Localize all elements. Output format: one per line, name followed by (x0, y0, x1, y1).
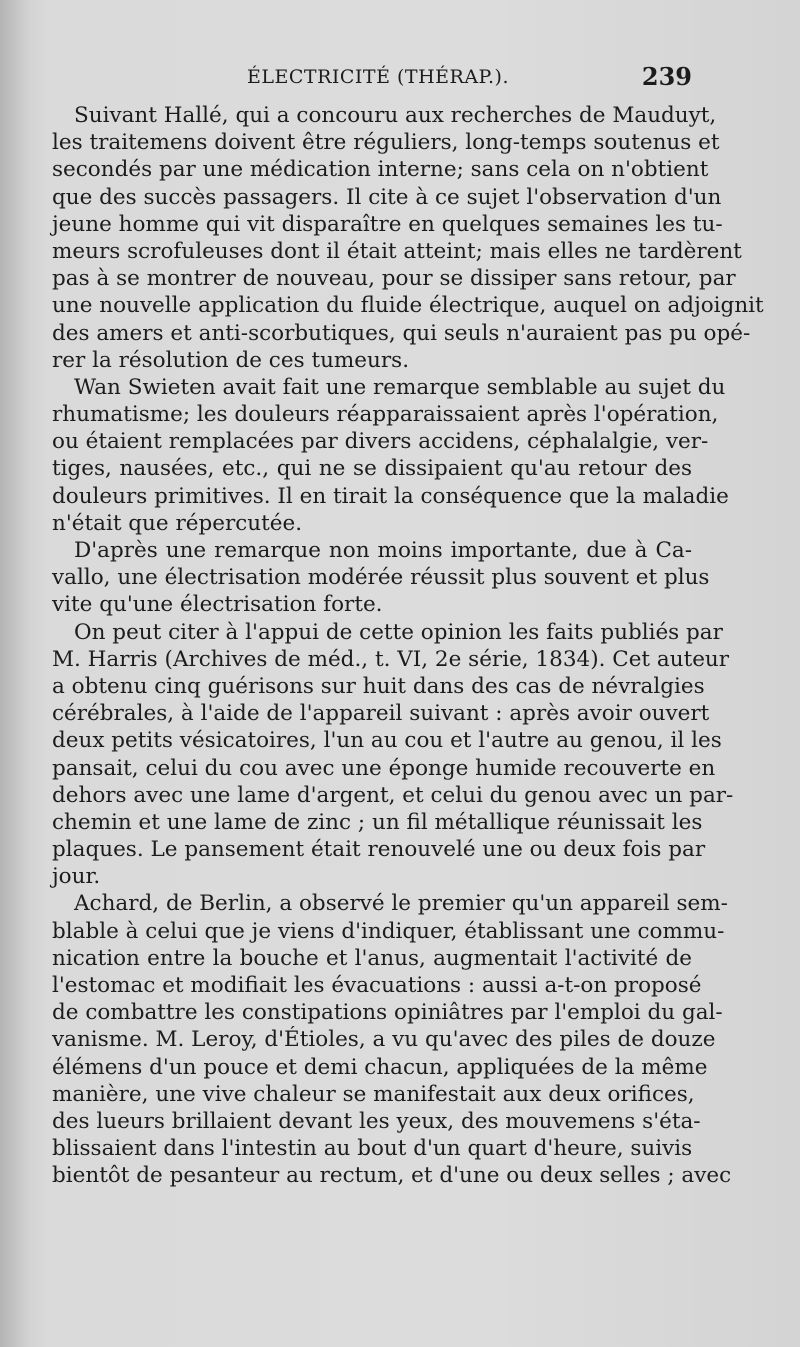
text-line: l'estomac et modifiait les évacuations : aussi a-t-on proposé (52, 973, 702, 998)
text-line: tiges, nausées, etc., qui ne se dissipaient qu'au retour des (52, 456, 692, 482)
running-head: ÉLECTRICITÉ (THÉRAP.). (247, 66, 509, 88)
text-line: une nouvelle application du fluide électrique, auquel on adjoignit (52, 293, 764, 319)
text-line: meurs scrofuleuses dont il était atteint; mais elles ne tardèrent (52, 238, 742, 264)
text-line: n'était que répercutée. (52, 510, 303, 536)
text-line: manière, une vive chaleur se manifestait aux deux orifices, (52, 1081, 695, 1107)
text-line: élémens d'un pouce et demi chacun, appliquées de la même (52, 1054, 708, 1080)
text-line: Wan Swieten avait fait une remarque semblable au sujet du (74, 374, 726, 400)
text-line: jour. (52, 864, 101, 890)
text-line: cérébrales, à l'aide de l'appareil suivant : après avoir ouvert (52, 701, 710, 727)
text-line: pas à se montrer de nouveau, pour se dissiper sans retour, par (52, 266, 736, 292)
text-line: nication entre la bouche et l'anus, augmentait l'activité de (52, 945, 692, 971)
text-line: des lueurs brillaient devant les yeux, des mouvemens s'éta- (52, 1108, 701, 1134)
text-line: plaques. Le pansement était renouvelé une ou deux fois par (52, 837, 706, 863)
text-line: des amers et anti-scorbutiques, qui seuls n'auraient pas pu opé- (52, 320, 751, 346)
text-line: D'après une remarque non moins importante, due à Ca- (74, 538, 692, 563)
text-line: vite qu'une électrisation forte. (52, 592, 383, 618)
text-line: vallo, une électrisation modérée réussit plus souvent et plus (52, 565, 710, 591)
text-line: secondés par une médication interne; sans cela on n'obtient (52, 157, 709, 183)
text-line: pansait, celui du cou avec une éponge humide recouverte en (52, 755, 716, 781)
text-line: rer la résolution de ces tumeurs. (52, 347, 410, 373)
text-line: deux petits vésicatoires, l'un au cou et l'autre au genou, il les (52, 728, 722, 754)
text-line: Achard, de Berlin, a observé le premier qu'un appareil sem- (74, 891, 728, 917)
text-line: de combattre les constipations opiniâtres par l'emploi du gal- (52, 1000, 723, 1026)
text-line: vanisme. M. Leroy, d'Étioles, a vu qu'avec des piles de douze (52, 1027, 716, 1053)
gutter-shadow (0, 0, 30, 1347)
text-line: On peut citer à l'appui de cette opinion les faits publiés par (74, 619, 723, 645)
text-line: ou étaient remplacées par divers accidens, céphalalgie, ver- (52, 429, 709, 455)
text-line: dehors avec une lame d'argent, et celui du genou avec un par- (52, 782, 734, 808)
text-line: chemin et une lame de zinc ; un fil métallique réunissait les (52, 809, 703, 835)
text-line: rhumatisme; les douleurs réapparaissaient après l'opération, (52, 402, 719, 428)
text-line: jeune homme qui vit disparaître en quelques semaines les tu- (52, 211, 723, 237)
text-line: M. Harris (Archives de méd., t. VI, 2e série, 1834). Cet auteur (52, 646, 730, 672)
text-line: douleurs primitives. Il en tirait la conséquence que la maladie (52, 483, 729, 509)
text-line: bientôt de pesanteur au rectum, et d'une ou deux selles ; avec (52, 1163, 732, 1189)
text-line: les traitemens doivent être réguliers, long-temps soutenus et (52, 130, 720, 156)
page-header (52, 62, 692, 96)
text-line: que des succès passagers. Il cite à ce sujet l'observation d'un (52, 184, 722, 210)
body-text (52, 102, 764, 1190)
text-line: a obtenu cinq guérisons sur huit dans des cas de névralgies (52, 673, 705, 699)
text-line: Suivant Hallé, qui a concouru aux recherches de Mauduyt, (74, 103, 717, 128)
text-line: blable à celui que je viens d'indiquer, établissant une commu- (52, 918, 725, 944)
page-number: 239 (641, 62, 692, 91)
text-line: blissaient dans l'intestin au bout d'un quart d'heure, suivis (52, 1136, 693, 1162)
